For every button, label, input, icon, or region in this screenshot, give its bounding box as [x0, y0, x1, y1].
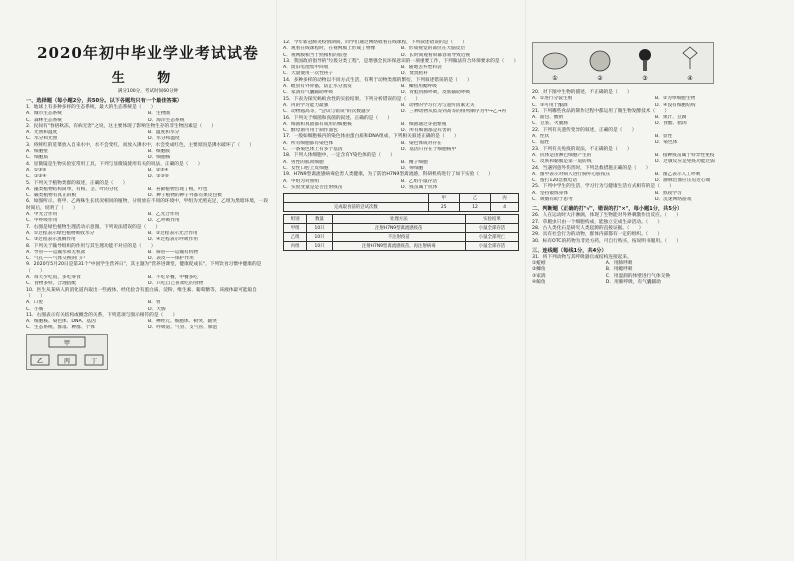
question-stem: 17．一般如细胞核内的染色体由蛋白质和DNA组成，下列相关叙述正确的是（ ）	[283, 134, 459, 140]
option: C．豆浆、火腿肠	[532, 121, 569, 127]
question	[532, 109, 778, 128]
option: A．观看在线课程时，在视网膜上形成了物像	[283, 46, 376, 52]
option: A．甲组为对照组	[283, 178, 320, 184]
label-yi: 乙	[36, 357, 44, 365]
option: C．女性口腔上皮细胞	[283, 165, 329, 171]
question-stem: 22．下列有关遗传变异的叙述，正确的是（ ）	[532, 127, 637, 133]
option: A．男性的肌肉细胞	[283, 159, 324, 165]
question-stem: 18．下列人体细胞中，一定含有Y染色体的是（ ）	[283, 153, 395, 159]
option: D．呼吸道、气管、支气管、肺泡	[148, 325, 218, 331]
question	[26, 262, 270, 287]
column-2	[283, 40, 519, 555]
question	[26, 105, 270, 124]
option: C．森林生态系统	[26, 117, 63, 123]
table-cell: 10只	[307, 224, 332, 233]
table-header: 处理方法	[332, 215, 465, 224]
option: B．动物的学习行为与遗传因素无关	[401, 102, 475, 108]
question-stem: 2．民间有"春捂秋冻，有病无害"之说，这主要体现了影响生物生存的非生物因素是（ ）	[26, 123, 217, 129]
option: B．形成视觉的部位在大脑皮层	[401, 46, 466, 52]
option: B．苔藓植物出现了根，叶也	[148, 186, 208, 192]
option-group	[283, 179, 519, 192]
option: B．不吃早餐，中餐多吃	[148, 275, 199, 281]
question-stem: 16．下列关于细菌和真菌的叙述，正确的是（ ）	[283, 115, 393, 121]
question-stem: 8．下列关于输导组织的作用与其生理功能不对应的是（ ）	[26, 243, 156, 249]
option: C．③可用于酿酒	[532, 102, 568, 108]
label-1: ①	[552, 75, 558, 82]
option-group	[26, 300, 270, 313]
table-cell: 丙组	[284, 242, 307, 251]
option: C．①②④	[26, 174, 47, 180]
question	[532, 90, 778, 109]
label-3: ③	[642, 75, 648, 82]
question-stem: 1．地球上有多种多样的生态系统，最大的生态系统是（ ）	[26, 105, 156, 110]
table-cell: 甲组	[284, 224, 307, 233]
match-right-item: B．用鳃呼吸	[605, 267, 633, 273]
table-q19	[283, 214, 519, 251]
option: B．染色体成对存在	[401, 140, 442, 146]
label-bing: 丙	[63, 357, 71, 365]
table-header: 实验结果	[465, 215, 518, 224]
question-list	[26, 105, 270, 332]
table-header	[284, 194, 429, 203]
option: A．废旧电池集中回收	[283, 65, 329, 71]
virus-head	[683, 47, 697, 59]
option: D．过敏反应是免疫功能过弱	[655, 159, 715, 165]
option: B．精子细胞	[401, 159, 428, 165]
column-1	[26, 40, 270, 555]
option: D．海洋生态系统	[148, 117, 185, 123]
option: A．蝗虫有外骨骼，防止水分蒸发	[283, 84, 352, 90]
option: C．甲呼吸作用	[26, 218, 58, 224]
question	[26, 162, 270, 181]
option: D．表皮——保护作用	[148, 256, 194, 262]
question-stem: 23．下列有关免疫的说法，不正确的是（ ）	[532, 146, 632, 152]
section-heading: 三、连线题（每线1分，共4分）	[532, 247, 607, 254]
option: C．实验变量是是否注射疫苗	[283, 184, 343, 190]
judge-item: 27．草履虫只由一个细胞构成，能独立完成生命活动。（ ）	[532, 219, 663, 225]
option: B．细胞膜	[148, 149, 170, 155]
judge-item: 28．古人类化石是研究人类起源的直接证据。（ ）	[532, 225, 644, 231]
question-list	[283, 40, 519, 191]
option: C．视网膜相当于照相机的胶卷	[283, 52, 348, 58]
option: A．藻类植物结构简单，有根、茎、叶的分化	[26, 186, 119, 192]
question-stem: 6．如图所示，将甲、乙两株生长状况相同的植物，分别放在不同的环境中，甲组为光照充足，乙组为黑暗环境，一段时间后，说明了（ ）	[26, 199, 269, 211]
option: D．沉迷网络游戏	[655, 197, 692, 203]
option: D．②③⑤	[148, 174, 169, 180]
question	[532, 147, 778, 166]
option: C．隐性	[532, 140, 550, 146]
question	[283, 134, 519, 153]
option: D．细胞核	[148, 155, 171, 161]
option: B．乙光合作用	[148, 212, 180, 218]
question-stem: 14．多种多样的动物以不同方式生活，有利于动物类群的繁衍，下列叙述错误的是（ ）	[283, 77, 472, 83]
option-group	[26, 130, 270, 143]
option: B．②③④	[148, 167, 169, 173]
label-4: ④	[687, 75, 693, 82]
table-header: 数量	[307, 215, 332, 224]
table-cell: 小鼠全部存活	[465, 242, 518, 251]
bacterium-shape	[543, 53, 567, 69]
table-cell: 4	[491, 203, 519, 212]
question-stem: 13．我国政府倡导的"垃圾分类工程"，是增强全民环保意识的一项重要工作，下列做法符合环保要求的是（ ）	[283, 58, 519, 64]
table-cell: 25	[428, 203, 459, 212]
question	[283, 153, 519, 172]
option: A．城市生态系统	[26, 111, 63, 117]
match-left-item: ③家鸽	[532, 273, 546, 279]
question-stem: 12．今年新冠肺炎疫情期间，同学们通过网络收看在线课程，下列叙述错误的是（ ）	[283, 40, 468, 45]
question-stem: 19．H7N9型禽流感病毒危害人类健康，为了防治H7N9型禽流感，科研机构进行了如下实验（ ）	[283, 172, 494, 178]
question-stem: 25．下列中学生的生活、学习行为与健康生活方式相符的是（ ）	[532, 184, 674, 190]
option: C．水分和光照	[26, 136, 58, 142]
option: B．接种疫苗属于特异性免疫	[655, 152, 715, 158]
table-cell: 10只	[307, 242, 332, 251]
table-cell: 乙组	[284, 233, 307, 242]
option: C．蕨类植物有真正的根	[26, 193, 77, 199]
question-stem: 24．当遇到意外伤害时，下列急救措施正确的是（ ）	[532, 165, 651, 171]
score-line: 满分100分，考试时间60分钟	[117, 89, 179, 94]
question-stem: 9．2020年5月20日是第31个"中国学生营养日"，其主题为"营养进课堂，健康促成长"，下列饮食习惯中健康的是（ ）	[26, 262, 262, 274]
option: C．小肠	[26, 306, 44, 312]
option-group	[283, 65, 519, 78]
option-group	[532, 172, 778, 185]
option: B．熬夜学习	[655, 190, 682, 196]
option: D．静脉出血应压迫近心端	[655, 178, 711, 184]
option: A．光照和温度	[26, 130, 58, 136]
option: B．鲫鱼用鳃呼吸	[401, 84, 438, 90]
question	[26, 124, 270, 143]
question-stem: 4．显微镜是生物实验室常用工具，下列与显微镜使用有关的说法，正确的是（ ）	[26, 161, 203, 167]
option: D．青蛙用肺呼吸，皮肤辅助呼吸	[401, 90, 471, 96]
match-left-list	[532, 261, 606, 286]
option: D．水分和温度	[148, 136, 180, 142]
option: D．种子植物的种子外都有果皮包被	[148, 193, 222, 199]
option-group	[283, 103, 519, 116]
option: B．②过程表示光合作用	[148, 230, 198, 236]
option-group	[532, 115, 778, 128]
option-group	[532, 153, 778, 166]
option: C．吸烟有助于思考	[532, 197, 573, 203]
judge-item: 29．具有社会行为的动物，群体内部都有一定的组织。（ ）	[532, 232, 663, 238]
option: C．细胞质	[26, 155, 49, 161]
option: B．胃	[148, 300, 161, 306]
option: D．食醋、腊肉	[655, 121, 687, 127]
option: B．②为单细胞生物	[655, 96, 696, 102]
option: C．动物越高等，"尝试与错误"的次数越少	[283, 109, 371, 115]
option: C．一条染色体上有多个基因	[283, 147, 343, 153]
question	[532, 128, 778, 147]
figure-q20-microbes	[532, 42, 714, 84]
column-3	[532, 40, 778, 555]
table-cell: 完成取食前的尝试次数	[284, 203, 429, 212]
question	[283, 97, 519, 116]
match-right-item: D．用肺呼吸，有气囊辅助	[605, 280, 661, 286]
option: D．卵细胞	[401, 165, 424, 171]
match-block	[532, 261, 778, 286]
option: D．大肠	[148, 306, 166, 312]
option: B．生物圈	[148, 111, 170, 117]
option: A．①过程表示绿色植物吸收水分	[26, 230, 95, 236]
option-group	[26, 111, 270, 124]
option: A．甲光合作用	[26, 212, 58, 218]
option: A．口腔	[26, 300, 44, 306]
question	[26, 181, 270, 200]
option-group	[532, 96, 778, 109]
option-group	[26, 275, 270, 288]
question	[283, 59, 519, 78]
question-stem: 7．右图是绿色植物生理活动示意图，下列说法错误的是（ ）	[26, 224, 161, 230]
option: A．图甲表示对病人进行胸外心脏按压	[532, 171, 611, 177]
match-left-item: ②鲫鱼	[532, 267, 546, 273]
column-divider	[276, 0, 277, 561]
table-q15	[283, 193, 519, 212]
option: D．所有细菌都是有害的	[401, 128, 452, 134]
table-cell: 注射H7N9型禽流感疫苗	[332, 224, 465, 233]
option: B．随地丢弃塑料袋	[401, 65, 442, 71]
table-cell: 12	[459, 203, 490, 212]
option: A．导管——运输水和无机盐	[26, 249, 86, 255]
option: B．神经元、细胞体、树突、轴突	[148, 319, 217, 325]
question-stem: 3．将鲜红的苋菜放入自来水中，水不会变红，而放入沸水中，水会变成红色，主要原因是沸水破坏了（ ）	[26, 142, 254, 148]
option: A．细胞核、染色体、DNA、基因	[26, 319, 96, 325]
option: D．④过程表示呼吸作用	[148, 237, 198, 243]
label-2: ②	[597, 75, 603, 82]
option: B．显性	[655, 134, 673, 140]
option: D．三种动物从低等到高等的排列顺序为甲→乙→丙	[401, 109, 507, 115]
question	[26, 143, 270, 162]
label-jia: 甲	[63, 339, 71, 347]
question-stem: 5．下列关于植物类群的叙述，正确的是（ ）	[26, 180, 128, 186]
match-right-item: A．用肺呼吸	[605, 261, 633, 267]
option-group	[26, 231, 270, 244]
judge-list	[532, 213, 778, 244]
option: A．坚持锻炼身体	[532, 190, 569, 196]
question	[26, 225, 270, 244]
table-cell: 小鼠全部存活	[465, 224, 518, 233]
option: D．染色体	[655, 140, 678, 146]
option: D．乙呼吸作用	[148, 218, 180, 224]
option-group	[283, 141, 519, 154]
table-header: 乙	[459, 194, 490, 203]
option: B．温度和水分	[148, 130, 180, 136]
option-group	[532, 134, 778, 147]
question	[26, 244, 270, 263]
question-stem: 10．医生从某病人的消化道内取出一些液体，经化验含有蛋白质、淀粉、维生素、葡萄糖等，该液体最可能取自（ ）	[26, 287, 257, 299]
yeast-shape	[590, 51, 610, 71]
question	[283, 40, 519, 59]
option: B．细菌通过芽孢繁殖	[401, 121, 447, 127]
option: A．性状	[532, 134, 550, 140]
table-cell: 不注射疫苗	[332, 233, 465, 242]
option-group	[283, 46, 519, 59]
judge-item: 30．标有OTC的药物为非处方药，可自行购买，按说明书服用。（ ）	[532, 238, 682, 244]
option: D．长时间观看屏幕容易导致近视	[401, 52, 471, 58]
section-heading: 一、选择题（每小题2分，共50分。以下各题均只有一个最佳答案）	[26, 98, 183, 104]
question	[283, 116, 519, 135]
option: C．大量使用一次性筷子	[283, 71, 334, 77]
option: C．③过程表示蒸腾作用	[26, 237, 76, 243]
option: B．果汁、豆腐	[655, 115, 687, 121]
question-list	[532, 90, 778, 203]
exam-title: 2020年初中毕业学业考试试卷	[37, 44, 259, 62]
option: A．①进行分裂生殖	[532, 96, 573, 102]
question-stem: 21．下列哪些食品的制作过程中都运用了微生物发酵技术（ ）	[532, 108, 670, 114]
option: C．食物多样，合理搭配	[26, 281, 77, 287]
option-group	[283, 84, 519, 97]
match-right-item: C．用湿润的体壁进行气体交换	[605, 273, 671, 279]
option: D．④没有细胞结构	[655, 102, 696, 108]
figure-q11-diagram	[26, 334, 108, 370]
mushroom-cap	[639, 49, 651, 61]
option: C．拨打120急救电话	[532, 178, 578, 184]
option: A．细胞壁	[26, 149, 48, 155]
question	[283, 172, 519, 191]
option: A．丙的学习能力最强	[283, 102, 329, 108]
question	[532, 166, 778, 185]
option: A．每天少吃饭，多吃零食	[26, 275, 81, 281]
option: D．只吃自己喜欢吃的食物	[148, 281, 204, 287]
table-cell: 小鼠全部死亡	[465, 233, 518, 242]
match-left-item: ④鲸鱼	[532, 280, 546, 286]
option: A．细菌和真菌都有成形的细胞核	[283, 121, 352, 127]
option: C．家鸽有气囊辅助呼吸	[283, 90, 334, 96]
column-divider	[525, 0, 526, 561]
question	[26, 199, 270, 224]
match-stem: 31．将下列动物与其呼吸器官或结构连接起来。	[532, 254, 632, 260]
match-right-list	[606, 261, 778, 286]
option: B．筛管——运输有机物	[148, 249, 199, 255]
question-stem: 15．下表为探究蚂蚁食性的实验结果，下列分析错误的是（ ）	[283, 96, 421, 102]
option: C．皮肤和黏膜是第一道防线	[532, 159, 592, 165]
judge-item: 26．人在运动时大汗淋漓，体现了生物能对外界刺激作出反应。（ ）	[532, 213, 681, 219]
table-header: 丙	[491, 194, 519, 203]
option: C．生态系统、群落、种群、个体	[26, 325, 95, 331]
option-group	[26, 149, 270, 162]
subject-title: 生 物	[111, 71, 185, 86]
option: A．①③⑤	[26, 167, 47, 173]
option-group	[532, 191, 778, 204]
table-header: 甲	[428, 194, 459, 203]
option-group	[26, 212, 270, 225]
table-header: 组别	[284, 215, 307, 224]
option-group	[283, 160, 519, 173]
option-group	[26, 319, 270, 332]
question	[532, 184, 778, 203]
option: A．面包、酸奶	[532, 115, 564, 121]
option: C．酵母菌可用于制作面包	[283, 128, 338, 134]
option-group	[283, 122, 519, 135]
table-cell: 注射H7N9型禽流感疫苗，再注射病毒	[332, 242, 465, 251]
option: D．疫苗属于抗体	[401, 184, 438, 190]
question	[26, 288, 270, 313]
option-group	[26, 187, 270, 200]
option: C．气孔——气体交换的门户	[26, 256, 86, 262]
option: A．所有细胞都有染色体	[283, 140, 334, 146]
question	[26, 313, 270, 332]
mushroom-stem	[643, 60, 647, 71]
section-heading: 二、判断题（正确的打"√"，错误的打"×"，每小题1分，共5分）	[532, 206, 683, 213]
option: B．图乙表示人工呼吸	[655, 171, 701, 177]
table-cell: 10只	[307, 233, 332, 242]
option-group	[26, 168, 270, 181]
option: B．乙组小鼠存活	[401, 178, 438, 184]
option-group	[26, 250, 270, 263]
option: A．抗体是由淋巴细胞产生的	[532, 152, 592, 158]
option: D．基因只存在于细胞核中	[401, 147, 457, 153]
question-stem: 20．对下图中生物的描述，不正确的是（ ）	[532, 90, 632, 95]
question-stem: 11．右图表示有关结构或概念的关系，下列选项与图示相符的是（ ）	[26, 312, 178, 318]
question	[283, 78, 519, 97]
label-ding: 丁	[90, 357, 98, 365]
option: D．焚烧秸秆	[401, 71, 429, 77]
match-left-item: ①蚯蚓	[532, 261, 546, 267]
